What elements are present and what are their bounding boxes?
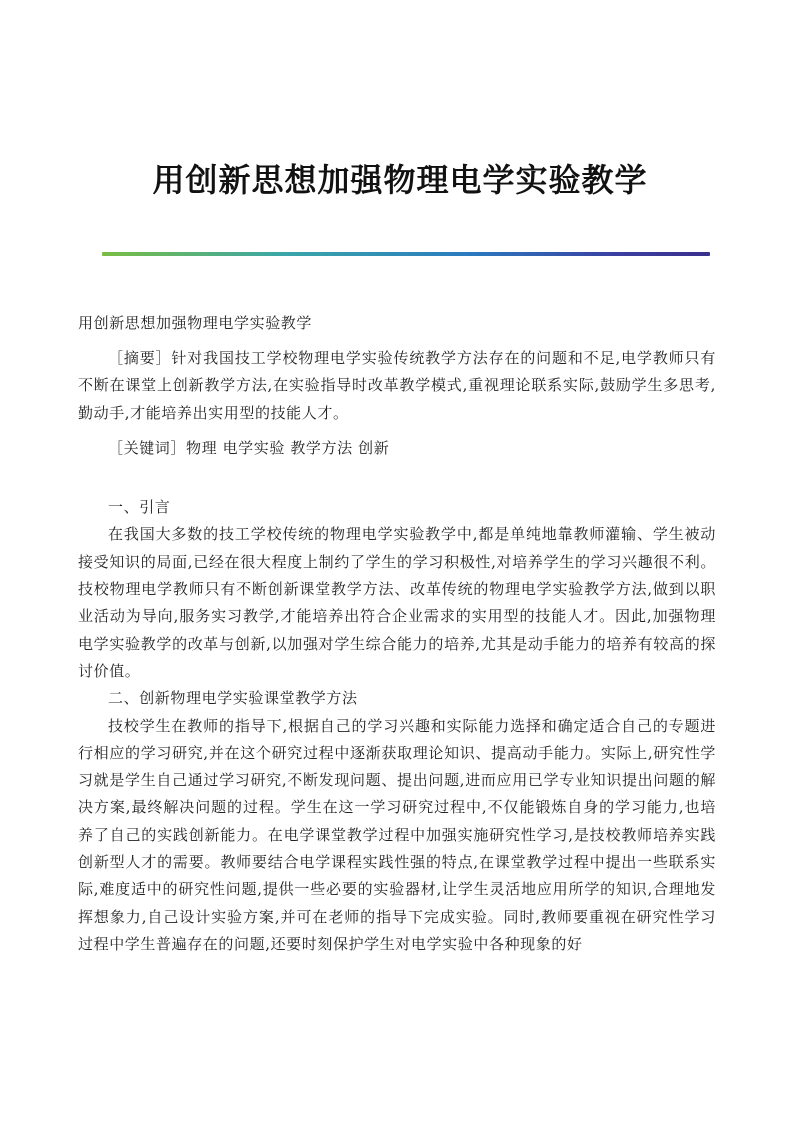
- section-heading-introduction: 一、引言: [108, 498, 171, 517]
- section-heading-teaching-methods: 二、创新物理电学实验课堂教学方法: [108, 689, 358, 708]
- body-paragraph: 技校学生在教师的指导下,根据自己的学习兴趣和实际能力选择和确定适合自己的专题进行相应的学习研究,并在这个研究过程中逐渐获取理论知识、提高动手能力。实际上,研究性学习就是学生自己通过学习研究,不断发现问题、提出问题,进而应用已学专业知识提出问题的解决方案,最终解决问题的过程。学生在这一学习研究过程中,不仅能锻炼自身的学习能力,也培养了自己的实践创新能力。在电学课堂教学过程中加强实施研究性学习,是技校教师培养实践创新型人才的需要。教师要结合电学课程实践性强的特点,在课堂教学过程中提出一些联系实际,难度适中的研究性问题,提供一些必要的实验器材,让学生灵活地应用所学的知识,合理地发挥想象力,自己设计实验方案,并可在老师的指导下完成实验。同时,教师要重视在研究性学习过程中学生普遍存在的问题,还要时刻保护学生对电学实验中各种现象的好: [78, 716, 716, 953]
- document-body: [78, 310, 716, 958]
- document-subtitle: 用创新思想加强物理电学实验教学: [78, 314, 313, 332]
- title-divider: [102, 252, 710, 256]
- document-title: 用创新思想加强物理电学实验教学: [152, 161, 648, 199]
- keywords-line: ［关键词］物理 电学实验 教学方法 创新: [108, 438, 390, 457]
- body-paragraph: 在我国大多数的技工学校传统的物理电学实验教学中,都是单纯地靠教师灌输、学生被动接受知识的局面,已经在很大程度上制约了学生的学习积极性,对培养学生的学习兴趣很不利。技校物理电学教师只有不断创新课堂教学方法、改革传统的物理电学实验教学方法,做到以职业活动为导向,服务实习教学,才能培养出符合企业需求的实用型的技能人才。因此,加强物理电学实验教学的改革与创新,以加强对学生综合能力的培养,尤其是动手能力的培养有较高的探讨价值。: [78, 525, 716, 680]
- abstract-paragraph: ［摘要］针对我国技工学校物理电学实验传统教学方法存在的问题和不足,电学教师只有不断在课堂上创新教学方法,在实验指导时改革教学模式,重视理论联系实际,鼓励学生多思考,勤动手,才能培养出实用型的技能人才。: [78, 349, 716, 422]
